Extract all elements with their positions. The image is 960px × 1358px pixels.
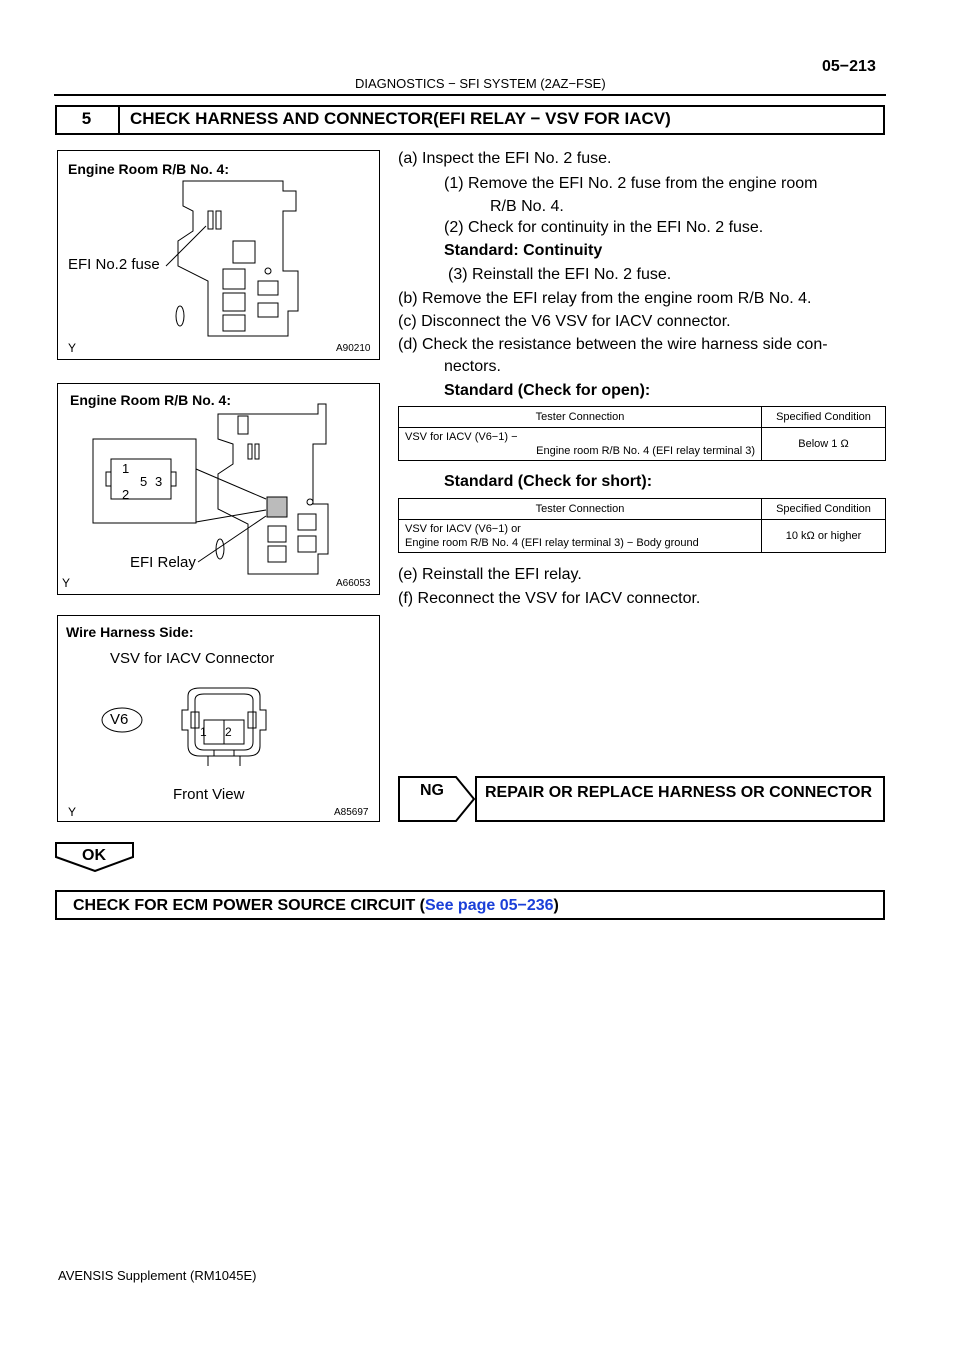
figure-y-mark: Y [68, 805, 77, 819]
fuse-label: EFI No.2 fuse [68, 256, 160, 273]
instruction-a: (a) Inspect the EFI No. 2 fuse. [398, 150, 612, 167]
instruction-a1: (1) Remove the EFI No. 2 fuse from the engine room [444, 175, 818, 192]
relay-pin-3: 3 [155, 474, 163, 489]
instruction-e: (e) Reinstall the EFI relay. [398, 566, 582, 583]
footer-text: AVENSIS Supplement (RM1045E) [58, 1268, 257, 1283]
standard-short-heading: Standard (Check for short): [444, 473, 653, 490]
table-cell-connection [399, 428, 762, 461]
next-step-box [55, 890, 885, 920]
figure-title: Engine Room R/B No. 4: [70, 392, 231, 408]
figure-y-mark: Y [68, 341, 77, 355]
table-header: Specified Condition [762, 407, 886, 428]
relay-pin-5: 5 [140, 474, 148, 489]
table-header: Specified Condition [762, 499, 886, 520]
instruction-a1-cont: R/B No. 4. [490, 198, 564, 215]
instruction-d: (d) Check the resistance between the wire harness side con- [398, 336, 828, 353]
figure-code: A66053 [336, 578, 371, 589]
instruction-c: (c) Disconnect the V6 VSV for IACV connector. [398, 313, 731, 330]
page-number: 05−213 [822, 58, 876, 75]
connection-line-1: VSV for IACV (V6−1) − [405, 431, 518, 443]
figure-title: Engine Room R/B No. 4: [68, 161, 229, 177]
connector-id: V6 [110, 711, 129, 728]
connector-label: VSV for IACV Connector [110, 650, 275, 667]
next-step-close: ) [553, 897, 559, 914]
figure-y-mark: Y [62, 576, 71, 590]
figure-code: A90210 [336, 343, 371, 354]
instruction-d-cont: nectors. [444, 358, 501, 375]
ok-tag: OK [82, 847, 106, 864]
standard-open-heading: Standard (Check for open): [444, 382, 651, 399]
instruction-a3: (3) Reinstall the EFI No. 2 fuse. [448, 266, 672, 283]
instruction-a2: (2) Check for continuity in the EFI No. 2 fuse. [444, 219, 764, 236]
table-header: Tester Connection [399, 499, 762, 520]
figure-connector [57, 615, 380, 822]
see-page-link[interactable]: See page 05−236 [425, 897, 554, 914]
figure-fuse-location [57, 150, 380, 360]
relay-pin-1: 1 [122, 461, 130, 476]
standard-continuity: Standard: Continuity [444, 242, 603, 259]
relay-label: EFI Relay [130, 554, 196, 571]
table-header: Tester Connection [399, 407, 762, 428]
relay-pin-2: 2 [122, 487, 130, 502]
header-rule [54, 94, 886, 96]
next-step-text: CHECK FOR ECM POWER SOURCE CIRCUIT ( [73, 897, 425, 914]
connector-pin-1: 1 [200, 725, 207, 739]
table-check-short [398, 498, 886, 553]
figure-code: A85697 [334, 807, 369, 818]
step-title: CHECK HARNESS AND CONNECTOR(EFI RELAY − VSV FOR IACV) [130, 109, 671, 128]
front-view-label: Front View [173, 786, 245, 803]
connection-line-2: Engine room R/B No. 4 (EFI relay terminal 3) − Body ground [405, 537, 699, 549]
table-cell-condition: 10 kΩ or higher [762, 520, 886, 553]
ng-action-box [475, 776, 885, 822]
ng-tag: NG [420, 782, 444, 799]
relay-box-diagram [58, 384, 379, 594]
table-cell-condition: Below 1 Ω [762, 428, 886, 461]
table-cell-connection [399, 520, 762, 553]
figure-title: Wire Harness Side: [66, 624, 194, 640]
connector-pin-2: 2 [225, 725, 232, 739]
step-number: 5 [55, 105, 120, 135]
ng-action-text: REPAIR OR REPLACE HARNESS OR CONNECTOR [485, 784, 872, 801]
header-title: DIAGNOSTICS − SFI SYSTEM (2AZ−FSE) [355, 76, 606, 91]
figure-relay-location [57, 383, 380, 595]
instruction-b: (b) Remove the EFI relay from the engine room R/B No. 4. [398, 290, 812, 307]
instruction-f: (f) Reconnect the VSV for IACV connector. [398, 590, 701, 607]
connection-line-2: Engine room R/B No. 4 (EFI relay terminal 3) [536, 445, 755, 457]
table-check-open [398, 406, 886, 461]
relay-box-diagram [58, 151, 379, 359]
connection-line-1: VSV for IACV (V6−1) or [405, 523, 521, 535]
